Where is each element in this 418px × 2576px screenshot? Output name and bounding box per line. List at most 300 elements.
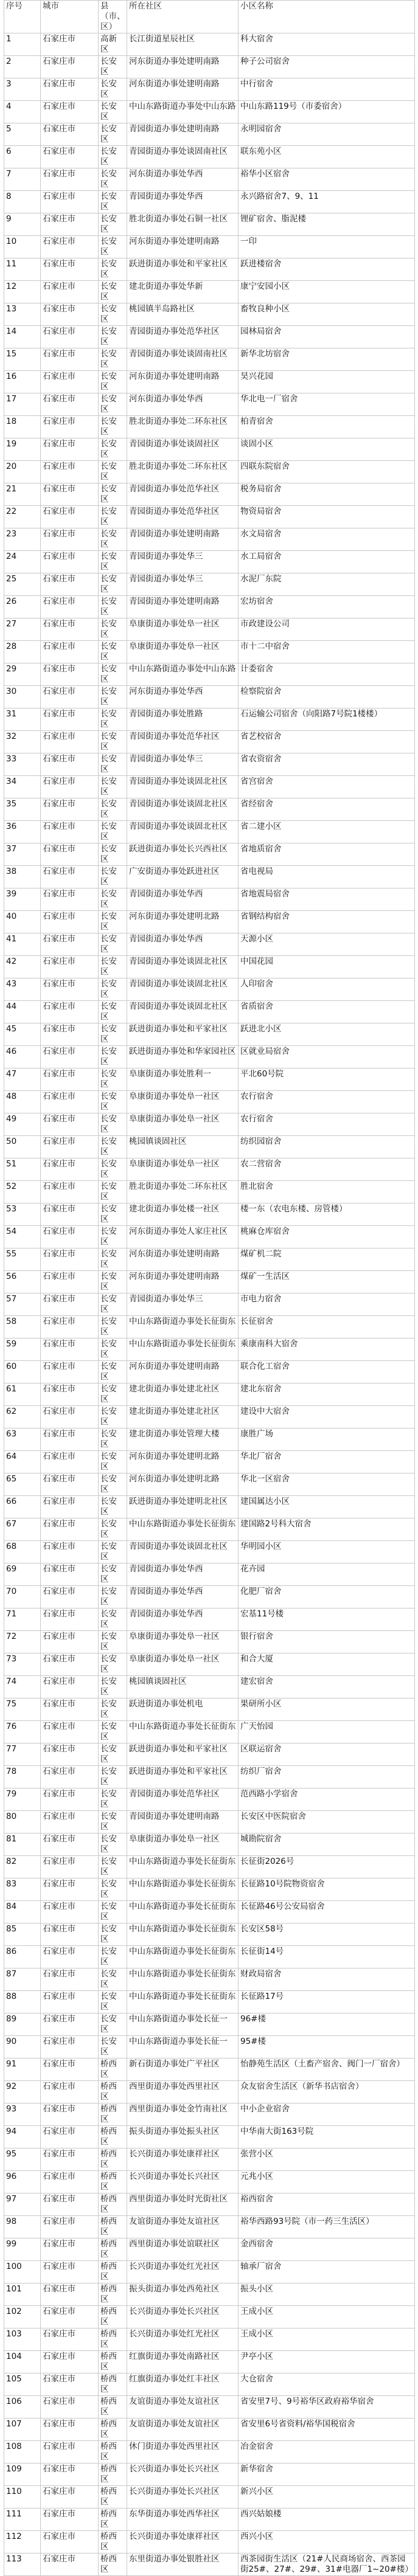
- cell-community: 友谊街道办事处友谊社区: [127, 2216, 239, 2238]
- cell-index: 26: [4, 596, 41, 618]
- cell-county: 长安区: [99, 843, 127, 866]
- cell-community: 胜北街道办事处二环东社区: [127, 461, 239, 483]
- cell-estate: 省安里7号、9号裕华区政府裕华宿舍: [239, 2396, 415, 2418]
- cell-county: 长安区: [99, 641, 127, 663]
- cell-estate: 张营小区: [239, 2148, 415, 2171]
- table-row: [4, 146, 415, 168]
- cell-county: 长安区: [99, 1271, 127, 1293]
- cell-city: 石家庄市: [41, 663, 99, 686]
- cell-index: 59: [4, 1338, 41, 1361]
- cell-city: 石家庄市: [41, 1428, 99, 1451]
- cell-county: 长安区: [99, 1923, 127, 1946]
- cell-county: 桥西区: [99, 2216, 127, 2238]
- cell-index: 82: [4, 1856, 41, 1878]
- cell-index: 27: [4, 618, 41, 641]
- cell-index: 101: [4, 2283, 41, 2306]
- cell-county: 长安区: [99, 1293, 127, 1316]
- table-row: [4, 1226, 415, 1248]
- cell-estate: 建设中大宿舍: [239, 1406, 415, 1428]
- cell-city: 石家庄市: [41, 146, 99, 168]
- cell-community: 阜康街道办事处阜一社区: [127, 1091, 239, 1113]
- cell-community: 胜北街道办事处二环东社区: [127, 416, 239, 438]
- cell-city: 石家庄市: [41, 1766, 99, 1788]
- cell-community: 河东街道办事处建明南路: [127, 78, 239, 101]
- table-row: [4, 1878, 415, 1901]
- table-row: [4, 483, 415, 506]
- cell-county: 长安区: [99, 1653, 127, 1676]
- cell-county: 长安区: [99, 1068, 127, 1091]
- header-community: 所在社区: [127, 1, 239, 33]
- cell-city: 石家庄市: [41, 911, 99, 933]
- cell-estate: 市政建设公司: [239, 618, 415, 641]
- cell-community: 跃进街道办事处机电: [127, 1698, 239, 1721]
- cell-index: 84: [4, 1901, 41, 1923]
- cell-estate: 康宁安园小区: [239, 281, 415, 303]
- cell-community: 振头街道办事处振头社区: [127, 2126, 239, 2148]
- cell-estate: 元兆小区: [239, 2171, 415, 2193]
- cell-estate: 新华北坊宿舍: [239, 348, 415, 371]
- cell-index: 55: [4, 1248, 41, 1271]
- cell-city: 石家庄市: [41, 1113, 99, 1136]
- cell-estate: 华北电一厂宿舍: [239, 393, 415, 416]
- cell-estate: 裕华西路93号院（市一药三生活区）: [239, 2216, 415, 2238]
- cell-city: 石家庄市: [41, 2261, 99, 2283]
- cell-estate: 胜北宿舍: [239, 1181, 415, 1203]
- cell-estate: 省二建小区: [239, 821, 415, 843]
- cell-county: 长安区: [99, 1496, 127, 1518]
- cell-estate: 果研所小区: [239, 1698, 415, 1721]
- cell-estate: 省电视局: [239, 866, 415, 888]
- cell-community: 青园街道办事处谈固北社区: [127, 956, 239, 978]
- table-row: [4, 1383, 415, 1406]
- cell-index: 18: [4, 416, 41, 438]
- cell-estate: 省安里6号省资料/裕华国税宿舍: [239, 2418, 415, 2441]
- cell-city: 石家庄市: [41, 1226, 99, 1248]
- cell-city: 石家庄市: [41, 168, 99, 191]
- cell-estate: 锂矿宿舍、脂泥楼: [239, 213, 415, 236]
- table-row: [4, 213, 415, 236]
- cell-index: 103: [4, 2328, 41, 2351]
- table-row: [4, 1136, 415, 1158]
- cell-city: 石家庄市: [41, 1698, 99, 1721]
- cell-community: 河东街道办事处华西: [127, 168, 239, 191]
- cell-county: 长安区: [99, 1991, 127, 2013]
- cell-city: 石家庄市: [41, 641, 99, 663]
- cell-county: 长安区: [99, 528, 127, 551]
- cell-community: 阜康街道办事处阜一社区: [127, 1653, 239, 1676]
- cell-county: 桥西区: [99, 2126, 127, 2148]
- table-row: [4, 618, 415, 641]
- cell-county: 长安区: [99, 596, 127, 618]
- cell-community: 跃进街道办事处和平家社区: [127, 1766, 239, 1788]
- cell-community: 中山东路街道办事处长征街东: [127, 1901, 239, 1923]
- cell-county: 桥西区: [99, 2463, 127, 2486]
- cell-county: 长安区: [99, 1676, 127, 1698]
- cell-city: 石家庄市: [41, 281, 99, 303]
- cell-city: 石家庄市: [41, 2171, 99, 2193]
- cell-city: 石家庄市: [41, 2126, 99, 2148]
- cell-index: 14: [4, 326, 41, 348]
- cell-estate: 宏坊宿舍: [239, 596, 415, 618]
- cell-community: 中山东路街道办事处长征一: [127, 2036, 239, 2058]
- cell-estate: 建北东宿舍: [239, 1383, 415, 1406]
- cell-estate: 建宏宿舍: [239, 1676, 415, 1698]
- cell-estate: 人印宿舍: [239, 978, 415, 1001]
- cell-county: 长安区: [99, 1788, 127, 1811]
- cell-city: 石家庄市: [41, 1721, 99, 1743]
- cell-community: 长兴街道办事处长兴社区: [127, 2486, 239, 2508]
- cell-estate: 王成小区: [239, 2328, 415, 2351]
- cell-community: 跃进街道办事处长兴西社区: [127, 843, 239, 866]
- table-row: [4, 2553, 415, 2576]
- cell-estate: 永明园宿舍: [239, 123, 415, 146]
- cell-community: 长兴街道办事处康祥社区: [127, 2148, 239, 2171]
- cell-city: 石家庄市: [41, 888, 99, 911]
- cell-community: 青园街道办事处华西: [127, 933, 239, 956]
- cell-community: 中山东路街道办事处长征街东: [127, 1878, 239, 1901]
- cell-city: 石家庄市: [41, 1518, 99, 1541]
- cell-estate: 物资局宿舍: [239, 506, 415, 528]
- cell-county: 长安区: [99, 1811, 127, 1833]
- cell-community: 青园街道办事处范华社区: [127, 326, 239, 348]
- cell-community: 中山东路街道办事处长征街东: [127, 1518, 239, 1541]
- cell-county: 长安区: [99, 1473, 127, 1496]
- cell-community: 河东街道办事处人家庄社区: [127, 1226, 239, 1248]
- cell-city: 石家庄市: [41, 303, 99, 326]
- cell-index: 61: [4, 1383, 41, 1406]
- cell-index: 38: [4, 866, 41, 888]
- cell-community: 青园街道办事处谈固南社区: [127, 348, 239, 371]
- cell-city: 石家庄市: [41, 731, 99, 753]
- table-row: [4, 956, 415, 978]
- cell-county: 桥西区: [99, 2081, 127, 2103]
- cell-estate: 化肥厂宿舍: [239, 1586, 415, 1608]
- cell-index: 88: [4, 1991, 41, 2013]
- cell-index: 63: [4, 1428, 41, 1451]
- cell-community: 友谊街道办事处友谊社区: [127, 2418, 239, 2441]
- cell-county: 长安区: [99, 1136, 127, 1158]
- table-row: [4, 1001, 415, 1023]
- cell-estate: 中国花园: [239, 956, 415, 978]
- cell-index: 8: [4, 191, 41, 213]
- cell-community: 青园街道办事处谈固北社区: [127, 798, 239, 821]
- table-row: [4, 1068, 415, 1091]
- cell-city: 石家庄市: [41, 326, 99, 348]
- table-row: [4, 2058, 415, 2081]
- cell-city: 石家庄市: [41, 2553, 99, 2576]
- cell-estate: 金西宿舍: [239, 2238, 415, 2261]
- cell-city: 石家庄市: [41, 1473, 99, 1496]
- cell-city: 石家庄市: [41, 1653, 99, 1676]
- cell-city: 石家庄市: [41, 1946, 99, 1968]
- cell-community: 跃进街道办事处和华家园社区: [127, 1046, 239, 1068]
- cell-index: 72: [4, 1631, 41, 1653]
- cell-community: 休门街道办事处西里社区: [127, 2441, 239, 2463]
- cell-estate: 纺织厂宿舍: [239, 1766, 415, 1788]
- table-row: [4, 2531, 415, 2553]
- cell-community: 中山东路街道办事处长征街东: [127, 1856, 239, 1878]
- cell-community: 阜康街道办事处胜利一: [127, 1068, 239, 1091]
- table-row: [4, 461, 415, 483]
- table-row: [4, 1608, 415, 1631]
- table-row: [4, 303, 415, 326]
- table-row: [4, 1316, 415, 1338]
- cell-county: 长安区: [99, 933, 127, 956]
- table-row: [4, 978, 415, 1001]
- cell-community: 阜康街道办事处阜一社区: [127, 1833, 239, 1856]
- cell-community: 振头街道办事处西苑社区: [127, 2283, 239, 2306]
- cell-estate: 省地质宿舍: [239, 843, 415, 866]
- cell-county: 长安区: [99, 708, 127, 731]
- table-row: [4, 843, 415, 866]
- cell-city: 石家庄市: [41, 2103, 99, 2126]
- cell-estate: 畜牧良种小区: [239, 303, 415, 326]
- cell-index: 108: [4, 2441, 41, 2463]
- cell-city: 石家庄市: [41, 1631, 99, 1653]
- cell-index: 24: [4, 551, 41, 573]
- cell-estate: 平北60号院: [239, 1068, 415, 1091]
- cell-community: 河东街道办事处建明南路: [127, 236, 239, 258]
- cell-city: 石家庄市: [41, 1833, 99, 1856]
- table-row: [4, 438, 415, 461]
- cell-county: 桥西区: [99, 2283, 127, 2306]
- cell-county: 长安区: [99, 731, 127, 753]
- cell-estate: 众友宿舍生活区（新华书店宿舍）: [239, 2081, 415, 2103]
- cell-city: 石家庄市: [41, 1248, 99, 1271]
- cell-county: 长安区: [99, 551, 127, 573]
- cell-city: 石家庄市: [41, 2486, 99, 2508]
- cell-city: 石家庄市: [41, 1541, 99, 1563]
- cell-county: 长安区: [99, 213, 127, 236]
- cell-estate: 大仓宿舍: [239, 2373, 415, 2396]
- cell-county: 桥西区: [99, 2148, 127, 2171]
- cell-estate: 省宫宿舍: [239, 776, 415, 798]
- cell-city: 石家庄市: [41, 2238, 99, 2261]
- cell-index: 13: [4, 303, 41, 326]
- cell-community: 河东街道办事处建明南路: [127, 1271, 239, 1293]
- cell-city: 石家庄市: [41, 461, 99, 483]
- cell-index: 98: [4, 2216, 41, 2238]
- cell-estate: 水工局宿舍: [239, 551, 415, 573]
- cell-estate: 农二营宿舍: [239, 1158, 415, 1181]
- cell-county: 长安区: [99, 1226, 127, 1248]
- cell-city: 石家庄市: [41, 2463, 99, 2486]
- cell-community: 青园街道办事处华三: [127, 573, 239, 596]
- cell-estate: 96#楼: [239, 2013, 415, 2036]
- cell-city: 石家庄市: [41, 1271, 99, 1293]
- cell-index: 54: [4, 1226, 41, 1248]
- cell-estate: 税务局宿舍: [239, 483, 415, 506]
- cell-index: 23: [4, 528, 41, 551]
- cell-estate: 科大宿舍: [239, 33, 415, 56]
- cell-index: 50: [4, 1136, 41, 1158]
- cell-county: 长安区: [99, 191, 127, 213]
- cell-community: 青园街道办事处胜路: [127, 708, 239, 731]
- cell-county: 长安区: [99, 1158, 127, 1181]
- cell-estate: 区联运宿舍: [239, 1743, 415, 1766]
- cell-index: 15: [4, 348, 41, 371]
- cell-estate: 裕西宿舍: [239, 2193, 415, 2216]
- cell-county: 长安区: [99, 2013, 127, 2036]
- cell-index: 44: [4, 1001, 41, 1023]
- cell-index: 73: [4, 1653, 41, 1676]
- cell-community: 青园街道办事处华三: [127, 551, 239, 573]
- table-row: [4, 1046, 415, 1068]
- table-row: [4, 1766, 415, 1788]
- cell-county: 长安区: [99, 866, 127, 888]
- cell-city: 石家庄市: [41, 2148, 99, 2171]
- cell-estate: 昊兴花园: [239, 371, 415, 393]
- cell-city: 石家庄市: [41, 2351, 99, 2373]
- table-row: [4, 2238, 415, 2261]
- cell-county: 长安区: [99, 753, 127, 776]
- cell-index: 102: [4, 2306, 41, 2328]
- cell-index: 32: [4, 731, 41, 753]
- cell-county: 长安区: [99, 911, 127, 933]
- cell-index: 96: [4, 2171, 41, 2193]
- cell-county: 桥西区: [99, 2328, 127, 2351]
- table-row: [4, 1541, 415, 1563]
- cell-county: 桥西区: [99, 2418, 127, 2441]
- cell-estate: 省地震局宿舍: [239, 888, 415, 911]
- cell-city: 石家庄市: [41, 371, 99, 393]
- cell-city: 石家庄市: [41, 978, 99, 1001]
- cell-county: 高新区: [99, 33, 127, 56]
- table-row: [4, 1743, 415, 1766]
- cell-county: 桥西区: [99, 2553, 127, 2576]
- cell-community: 青园街道办事处范华社区: [127, 506, 239, 528]
- cell-community: 青园街道办事处谈固北社区: [127, 821, 239, 843]
- cell-index: 3: [4, 78, 41, 101]
- table-row: [4, 821, 415, 843]
- cell-county: 长安区: [99, 1091, 127, 1113]
- header-city: 城市: [41, 1, 99, 33]
- cell-estate: 市电力宿舍: [239, 1293, 415, 1316]
- cell-index: 69: [4, 1563, 41, 1586]
- table-row: [4, 348, 415, 371]
- cell-estate: 农行宿舍: [239, 1113, 415, 1136]
- cell-community: 青园街道办事处建明南路: [127, 1811, 239, 1833]
- cell-city: 石家庄市: [41, 573, 99, 596]
- cell-community: 西里街道办事处金竹南社区: [127, 2103, 239, 2126]
- cell-county: 桥西区: [99, 2058, 127, 2081]
- cell-city: 石家庄市: [41, 258, 99, 281]
- cell-county: 长安区: [99, 1541, 127, 1563]
- cell-index: 43: [4, 978, 41, 1001]
- cell-community: 中山东路街道办事处中山东路: [127, 663, 239, 686]
- cell-community: 青园街道办事处谈固社区: [127, 438, 239, 461]
- cell-county: 长安区: [99, 978, 127, 1001]
- table-row: [4, 506, 415, 528]
- table-row: [4, 911, 415, 933]
- cell-index: 4: [4, 101, 41, 123]
- table-row: [4, 1946, 415, 1968]
- cell-estate: 城勘院宿舍: [239, 1833, 415, 1856]
- cell-index: 52: [4, 1181, 41, 1203]
- cell-city: 石家庄市: [41, 1968, 99, 1991]
- cell-county: 长安区: [99, 1248, 127, 1271]
- cell-estate: 西兴小区: [239, 2531, 415, 2553]
- cell-city: 石家庄市: [41, 1743, 99, 1766]
- cell-community: 广安街道办事处跃进社区: [127, 866, 239, 888]
- cell-index: 11: [4, 258, 41, 281]
- cell-county: 长安区: [99, 506, 127, 528]
- cell-city: 石家庄市: [41, 1788, 99, 1811]
- table-row: [4, 1451, 415, 1473]
- cell-estate: 省农资宿舍: [239, 753, 415, 776]
- cell-city: 石家庄市: [41, 708, 99, 731]
- cell-index: 109: [4, 2463, 41, 2486]
- cell-index: 97: [4, 2193, 41, 2216]
- cell-community: 河东街道办事处建明北路: [127, 1473, 239, 1496]
- cell-community: 青园街道办事处谈固南社区: [127, 146, 239, 168]
- cell-community: 河东街道办事处建明南路: [127, 1248, 239, 1271]
- cell-city: 石家庄市: [41, 1586, 99, 1608]
- cell-index: 10: [4, 236, 41, 258]
- cell-estate: 中山东路119号（市委宿舍）: [239, 101, 415, 123]
- cell-estate: 新华宿舍: [239, 2463, 415, 2486]
- cell-index: 37: [4, 843, 41, 866]
- cell-county: 长安区: [99, 888, 127, 911]
- cell-community: 阜康街道办事处阜一社区: [127, 1113, 239, 1136]
- cell-community: 东里街道办事处银胜社区: [127, 2553, 239, 2576]
- cell-estate: 乘康南科大宿舍: [239, 1338, 415, 1361]
- cell-community: 河东街道办事处建明南路: [127, 56, 239, 78]
- cell-index: 92: [4, 2081, 41, 2103]
- cell-index: 76: [4, 1721, 41, 1743]
- cell-index: 49: [4, 1113, 41, 1136]
- cell-estate: 西茶园街生活区（21#人民商场宿舍、西茶园街25#、27#、29#、31#电器厂1~20#楼）: [239, 2553, 415, 2576]
- cell-estate: 新兴小区: [239, 2486, 415, 2508]
- table-row: [4, 2171, 415, 2193]
- table-row: [4, 2261, 415, 2283]
- cell-county: 长安区: [99, 1316, 127, 1338]
- cell-community: 青园街道办事处建明南路: [127, 596, 239, 618]
- cell-county: 桥西区: [99, 2193, 127, 2216]
- cell-index: 79: [4, 1788, 41, 1811]
- cell-city: 石家庄市: [41, 2373, 99, 2396]
- cell-county: 长安区: [99, 326, 127, 348]
- cell-city: 石家庄市: [41, 1676, 99, 1698]
- table-row: [4, 2283, 415, 2306]
- cell-estate: 王成小区: [239, 2306, 415, 2328]
- cell-index: 83: [4, 1878, 41, 1901]
- cell-index: 40: [4, 911, 41, 933]
- cell-city: 石家庄市: [41, 56, 99, 78]
- cell-index: 75: [4, 1698, 41, 1721]
- cell-estate: 柏青宿舍: [239, 416, 415, 438]
- cell-city: 石家庄市: [41, 1068, 99, 1091]
- header-row: [4, 1, 415, 33]
- cell-community: 桃园镇半岛路社区: [127, 303, 239, 326]
- table-row: [4, 1158, 415, 1181]
- table-row: [4, 1473, 415, 1496]
- cell-index: 22: [4, 506, 41, 528]
- cell-community: 东华街道办事处西华社区: [127, 2508, 239, 2531]
- cell-county: 桥西区: [99, 2508, 127, 2531]
- cell-city: 石家庄市: [41, 528, 99, 551]
- cell-index: 30: [4, 686, 41, 708]
- cell-city: 石家庄市: [41, 1023, 99, 1046]
- cell-county: 长安区: [99, 1383, 127, 1406]
- cell-city: 石家庄市: [41, 2081, 99, 2103]
- cell-city: 石家庄市: [41, 2013, 99, 2036]
- cell-community: 中山东路街道办事处长征街东: [127, 1946, 239, 1968]
- cell-city: 石家庄市: [41, 596, 99, 618]
- cell-city: 石家庄市: [41, 236, 99, 258]
- cell-community: 长兴街道办事处长兴社区: [127, 2306, 239, 2328]
- cell-index: 80: [4, 1811, 41, 1833]
